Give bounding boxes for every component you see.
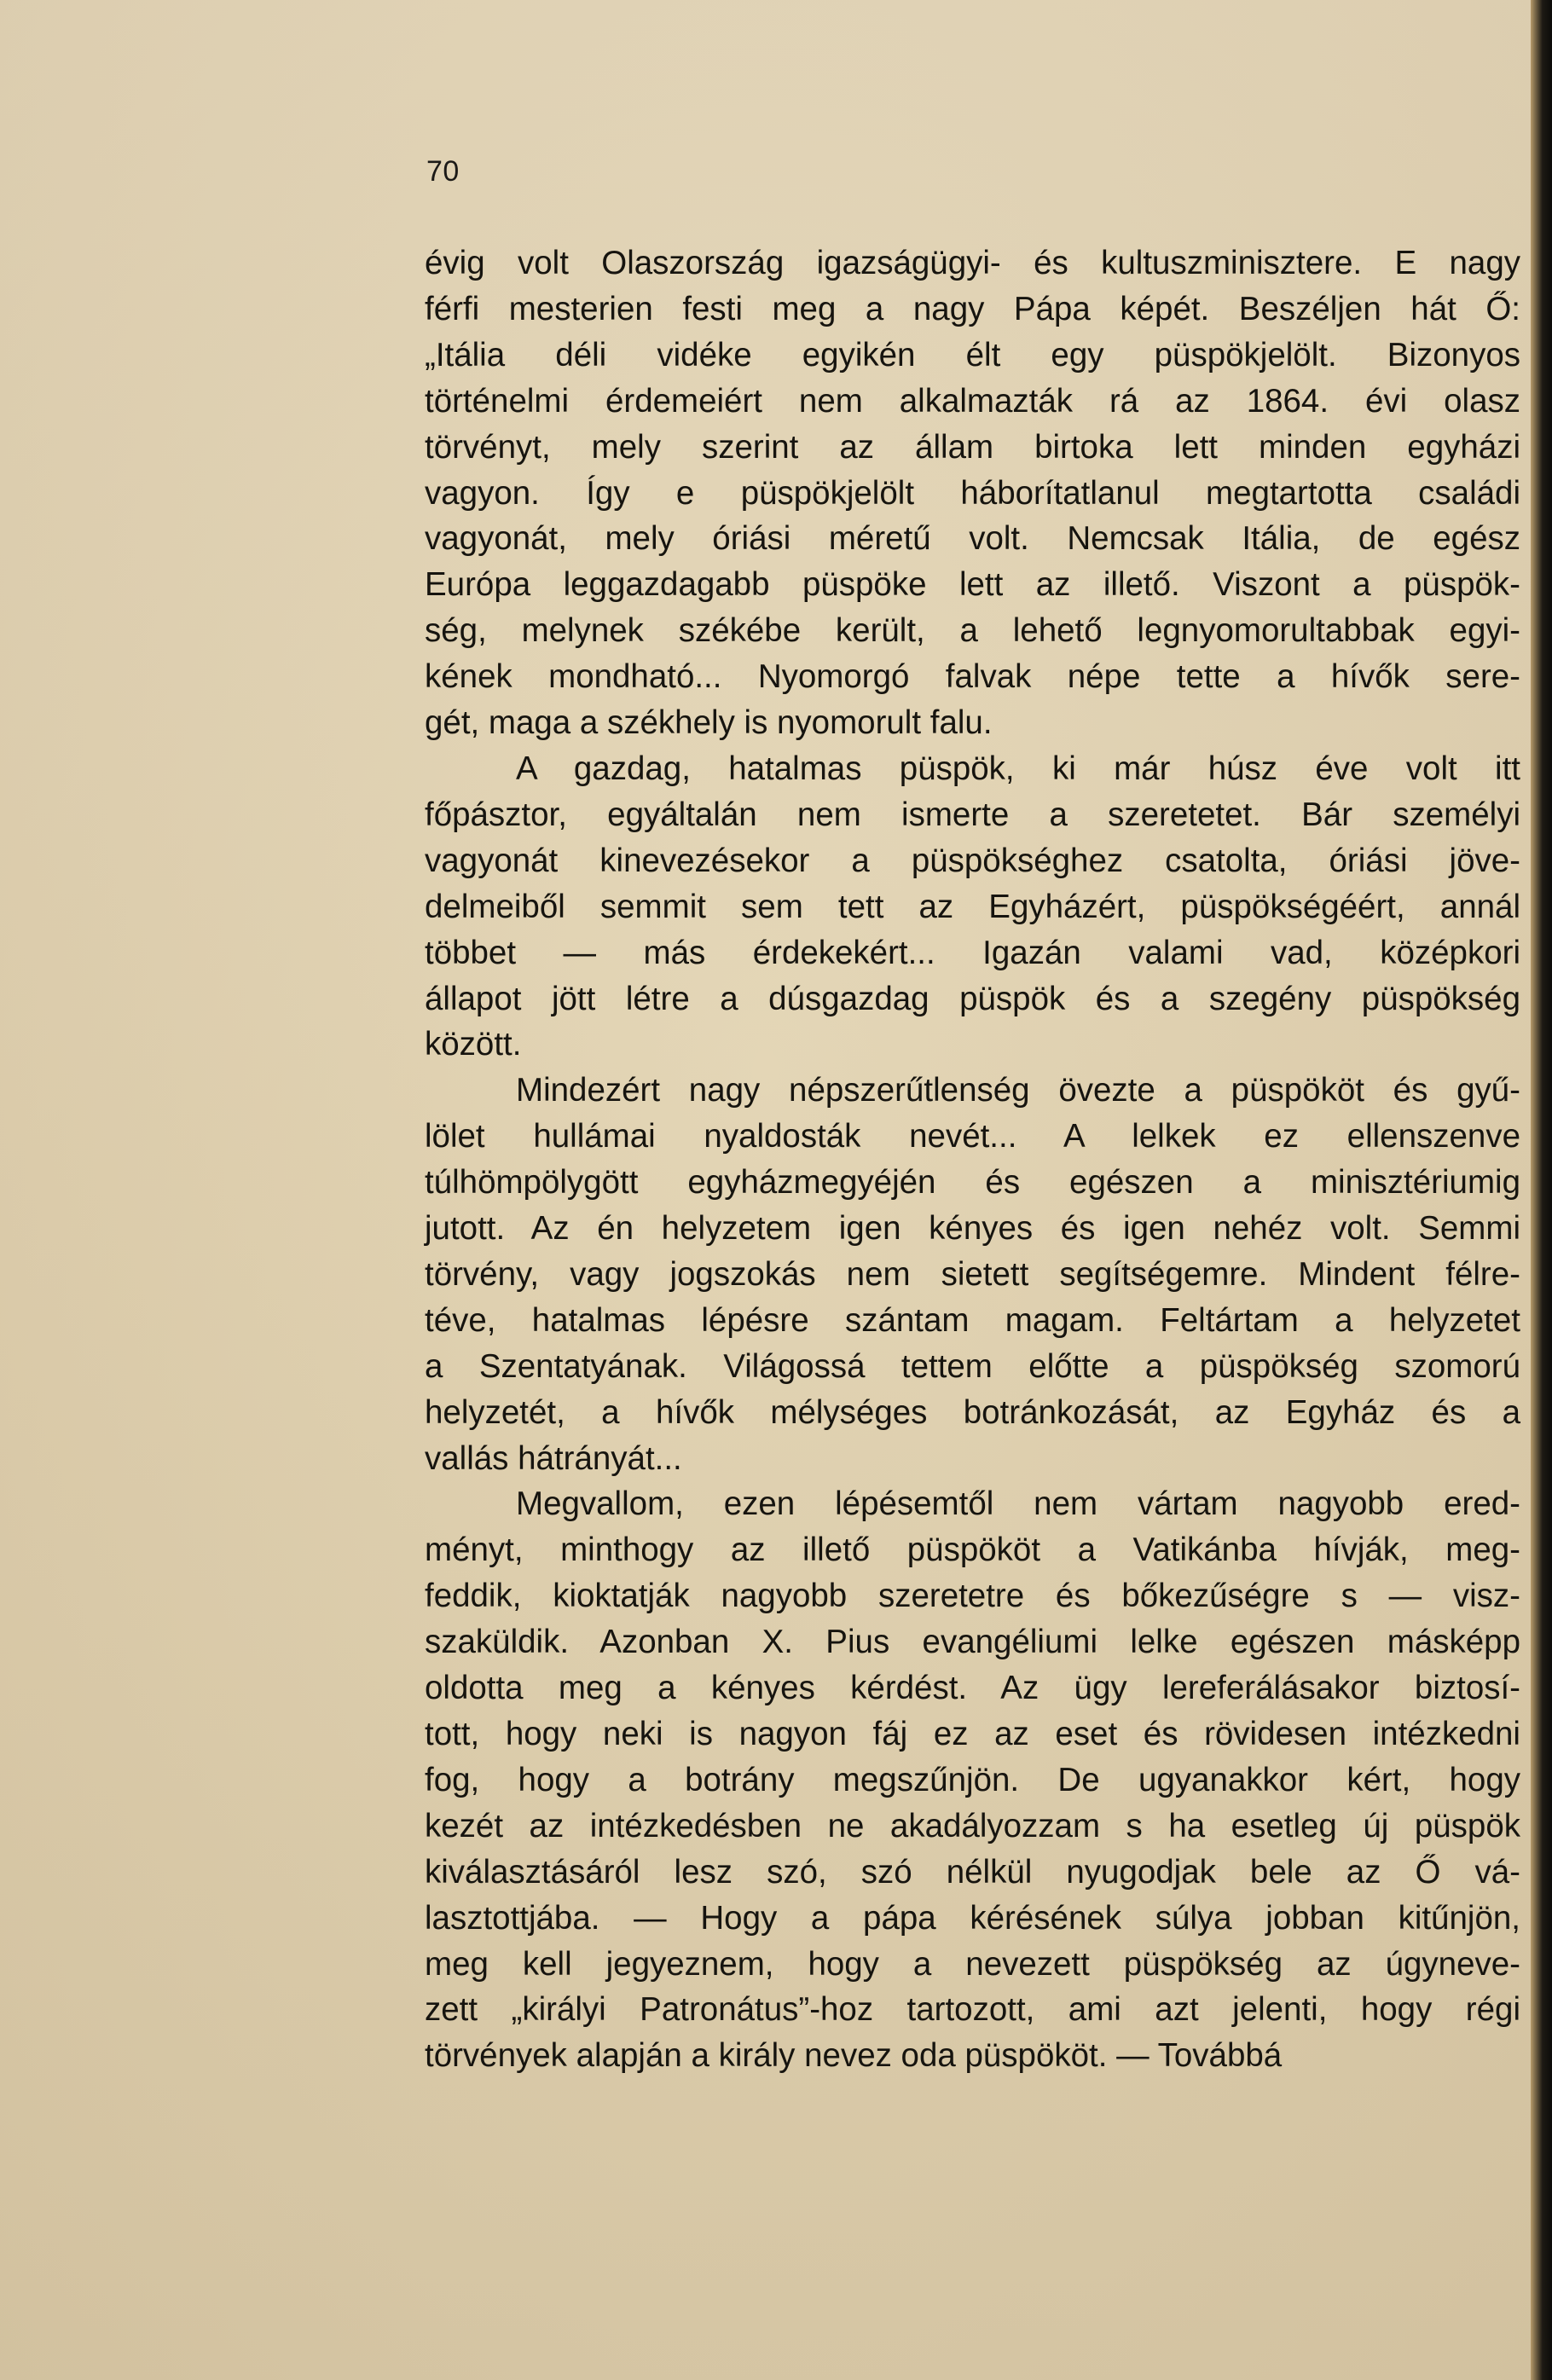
text-line: vagyonát, mely óriási méretű volt. Nemcsak Itália, de egész xyxy=(425,520,1520,558)
text-line: téve, hatalmas lépésre szántam magam. Feltártam a helyzetet xyxy=(425,1301,1520,1339)
text-line: törvények alapján a király nevez oda püspököt. — Továbbá xyxy=(425,2037,1283,2075)
paragraph-3 xyxy=(425,1068,1520,1481)
text-line: szaküldik. Azonban X. Pius evangéliumi lelke egészen másképp xyxy=(425,1624,1520,1661)
paragraph-1 xyxy=(425,240,1520,746)
text-line: Mindezért nagy népszerűtlenség övezte a püspököt és gyű- xyxy=(516,1072,1520,1109)
page-number: 70 xyxy=(426,155,460,188)
body-text xyxy=(425,240,1520,2079)
text-line: Európa leggazdagabb püspöke lett az illető. Viszont a püspök- xyxy=(425,566,1520,604)
text-line: vagyon. Így e püspökjelölt háborítatlanul megtartotta családi xyxy=(425,474,1520,512)
text-line: meg kell jegyeznem, hogy a nevezett püspökség az úgyneve- xyxy=(425,1945,1520,1983)
text-line: lölet hullámai nyaldosták nevét... A lelkek ez ellenszenve xyxy=(425,1118,1520,1155)
paragraph-2 xyxy=(425,746,1520,1068)
text-line: tott, hogy neki is nagyon fáj ez az eset és rövidesen intézkedni xyxy=(425,1716,1520,1752)
paragraph-4 xyxy=(425,1481,1520,2079)
text-line: túlhömpölygött egyházmegyéjén és egészen a minisztériumig xyxy=(425,1164,1520,1202)
text-line: törvényt, mely szerint az állam birtoka lett minden egyházi xyxy=(425,428,1520,466)
text-line: fog, hogy a botrány megszűnjön. De ugyanakkor kért, hogy xyxy=(425,1761,1520,1798)
page-edge-shadow xyxy=(1531,0,1552,2380)
text-line: ség, melynek székébe került, a lehető legnyomorultabbak egyi- xyxy=(425,612,1520,650)
text-line: főpásztor, egyáltalán nem ismerte a szeretetet. Bár személyi xyxy=(425,796,1520,833)
text-line: történelmi érdemeiért nem alkalmazták rá az 1864. évi olasz xyxy=(425,382,1520,420)
text-line: lasztottjába. — Hogy a pápa kérésének súlya jobban kitűnjön, xyxy=(425,1899,1520,1937)
text-line: többet — más érdekekért... Igazán valami vad, középkori xyxy=(425,934,1520,971)
text-line: ményt, minthogy az illető püspököt a Vatikánba hívják, meg- xyxy=(425,1532,1520,1569)
text-line: feddik, kioktatják nagyobb szeretetre és bőkezűségre s — visz- xyxy=(425,1578,1520,1615)
text-line: kének mondható... Nyomorgó falvak népe tette a hívők sere- xyxy=(425,658,1520,696)
text-line: állapot jött létre a dúsgazdag püspök és a szegény püspökség xyxy=(425,980,1520,1017)
text-line: férfi mesterien festi meg a nagy Pápa képét. Beszéljen hát Ő: xyxy=(425,290,1520,327)
text-line: a Szentatyának. Világossá tettem előtte a püspökség szomorú xyxy=(425,1347,1520,1385)
text-line: A gazdag, hatalmas püspök, ki már húsz éve volt itt xyxy=(516,750,1520,787)
text-line: zett „királyi Patronátus”-hoz tartozott, ami azt jelenti, hogy régi xyxy=(425,1991,1520,2029)
text-line: jutott. Az én helyzetem igen kényes és igen nehéz volt. Semmi xyxy=(425,1210,1520,1248)
text-line: oldotta meg a kényes kérdést. Az ügy lereferálásakor biztosí- xyxy=(425,1670,1520,1707)
text-line: gét, maga a székhely is nyomorult falu. xyxy=(425,704,993,742)
text-line: törvény, vagy jogszokás nem sietett segítségemre. Mindent félre- xyxy=(425,1255,1520,1293)
text-line: vallás hátrányát... xyxy=(425,1439,682,1477)
text-line: kezét az intézkedésben ne akadályozzam s ha esetleg új püspök xyxy=(425,1807,1520,1844)
text-line: évig volt Olaszország igazságügyi- és kultuszminisztere. E nagy xyxy=(425,245,1520,281)
text-line: kiválasztásáról lesz szó, szó nélkül nyugodjak bele az Ő vá- xyxy=(425,1853,1520,1891)
text-line: „Itália déli vidéke egyikén élt egy püspökjelölt. Bizonyos xyxy=(425,336,1520,374)
text-line: Megvallom, ezen lépésemtől nem vártam nagyobb ered- xyxy=(516,1485,1520,1523)
text-line: helyzetét, a hívők mélységes botránkozását, az Egyház és a xyxy=(425,1393,1520,1431)
text-line: vagyonát kinevezésekor a püspökséghez csatolta, óriási jöve- xyxy=(425,842,1520,879)
text-line: között. xyxy=(425,1026,522,1063)
text-line: delmeiből semmit sem tett az Egyházért, püspökségéért, annál xyxy=(425,888,1520,925)
